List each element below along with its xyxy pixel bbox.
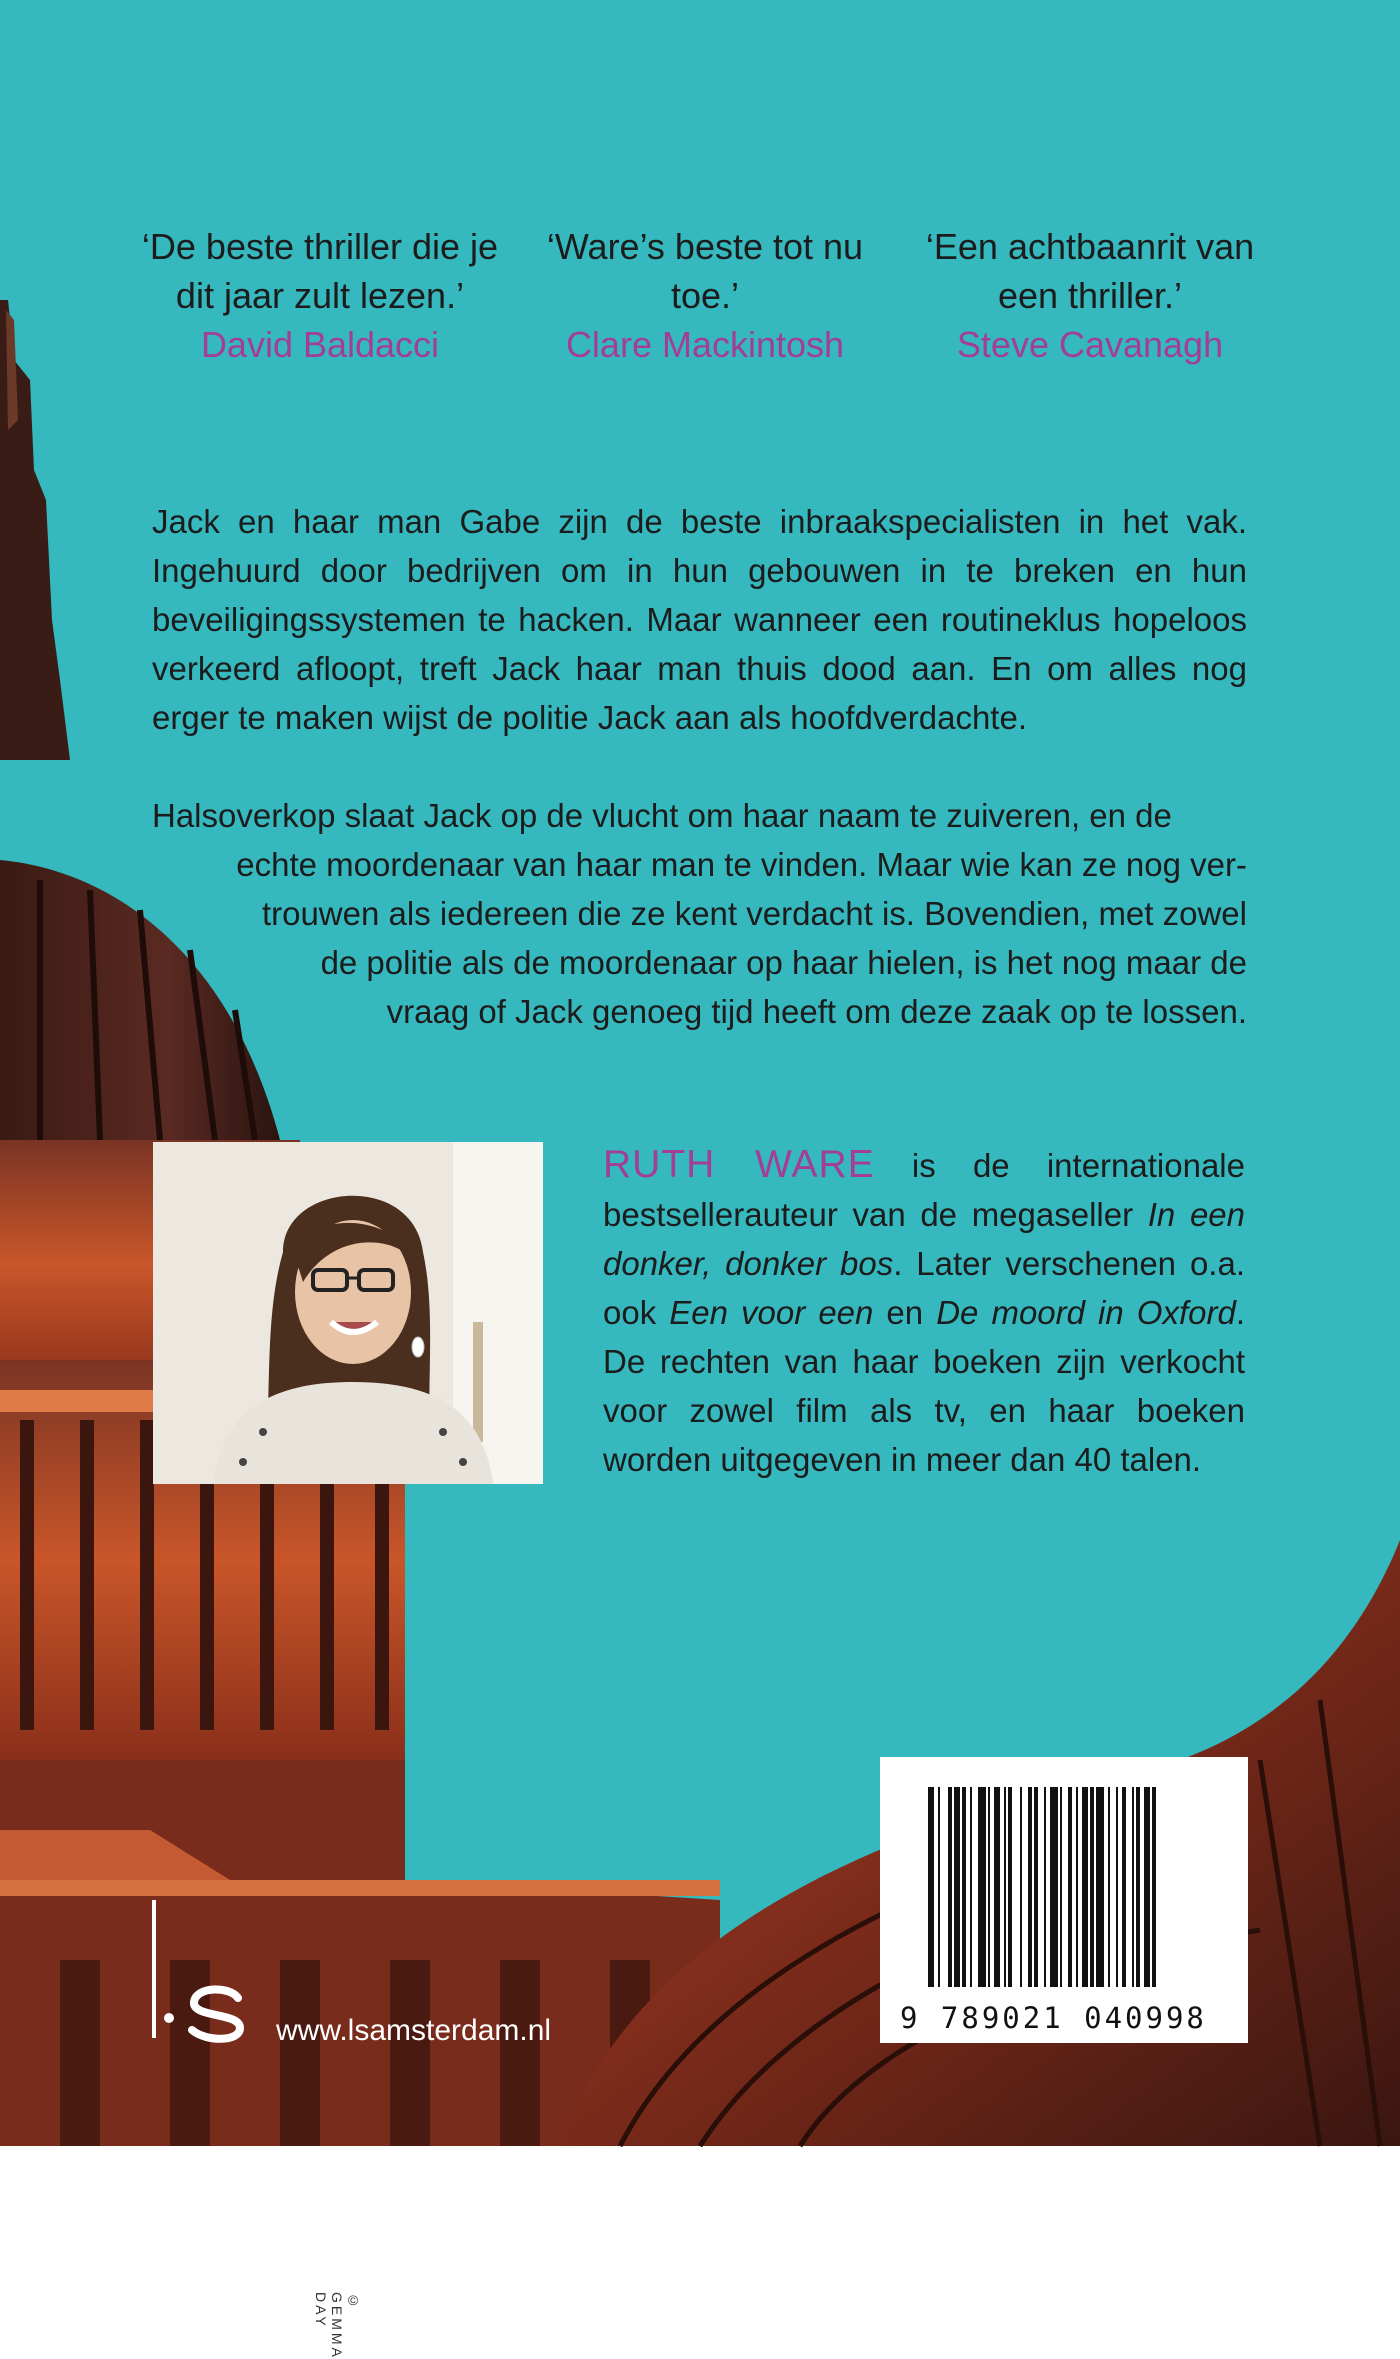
publisher-logo: [150, 1900, 255, 2040]
book-title: In een donker, donker bos: [603, 1196, 1246, 1282]
quote-1: [140, 222, 500, 369]
barcode-bar: [1096, 1787, 1104, 1987]
blurb-paragraph-2: [152, 791, 1247, 1036]
barcode-bar: [938, 1787, 940, 1987]
barcode-bar: [1116, 1787, 1118, 1987]
quotes: [140, 222, 1270, 369]
barcode-bar: [1132, 1787, 1134, 1987]
barcode-bar: [1020, 1787, 1022, 1987]
barcode-bar: [1060, 1787, 1062, 1987]
barcode-bar: [928, 1787, 934, 1987]
barcode-bar: [962, 1787, 966, 1987]
barcode-bar: [978, 1787, 986, 1987]
quote-text: ‘Ware’s beste tot nu toe.’: [546, 226, 864, 316]
barcode-bar: [948, 1787, 952, 1987]
barcode-bar: [1004, 1787, 1006, 1987]
barcode-bar: [1152, 1787, 1156, 1987]
blurb-line: trouwen als iedereen die ze kent verdacht is. Bovendien, met zowel: [261, 895, 1247, 932]
book-title: Een voor een: [669, 1294, 874, 1331]
bio-text: en: [873, 1294, 937, 1331]
isbn-barcode: [880, 1757, 1248, 2043]
barcode-bar: [1108, 1787, 1110, 1987]
barcode-bar: [994, 1787, 1000, 1987]
barcode-bar: [1136, 1787, 1140, 1987]
barcode-bar: [1028, 1787, 1032, 1987]
publisher-url[interactable]: www.lsamsterdam.nl: [276, 2014, 552, 2047]
bio-text: . De rechten van haar boeken zijn verkocht voor zowel film als tv, en haar boeken worden uitgegeven in meer dan 40 talen.: [603, 1294, 1245, 1478]
barcode-bar: [1076, 1787, 1078, 1987]
barcode-bar: [954, 1787, 960, 1987]
quote-3: [910, 222, 1270, 369]
author-name: RUTH WARE: [603, 1143, 875, 1186]
author-bio: [603, 1140, 1245, 1484]
book-title: De moord in Oxford: [936, 1294, 1236, 1331]
quote-text: ‘Een achtbaanrit van een thriller.’: [925, 226, 1255, 316]
barcode-bar: [1044, 1787, 1046, 1987]
barcode-bar: [1068, 1787, 1072, 1987]
barcode-bar: [1082, 1787, 1088, 1987]
quote-2: [525, 222, 885, 369]
photo-credit: © GEMMA DAY: [313, 2292, 361, 2359]
quote-author: Steve Cavanagh: [956, 324, 1224, 365]
barcode-bar: [1090, 1787, 1094, 1987]
quote-author: Clare Mackintosh: [565, 324, 845, 365]
isbn-number: 9 789021 040998: [900, 2001, 1207, 2035]
blurb-line: de politie als de moordenaar op haar hielen, is het nog maar de: [320, 944, 1247, 981]
barcode-bar: [970, 1787, 972, 1987]
quote-author: David Baldacci: [200, 324, 440, 365]
barcode-bar: [1034, 1787, 1038, 1987]
barcode-bar: [1008, 1787, 1012, 1987]
blurb-paragraph-1: Jack en haar man Gabe zijn de beste inbraakspecialisten in het vak. Ingehuurd door bedrijven om in hun gebouwen in te breken en hun beveiligingssystemen te hacken. Maar wanneer een routineklus hopeloos verkeerd afloopt, treft Jack haar man thuis dood aan. En om alles nog erger te maken wijst de politie Jack aan als hoofdverdachte.: [152, 503, 1247, 736]
barcode-bar: [1144, 1787, 1150, 1987]
blurb-line: echte moordenaar van haar man te vinden. Maar wie kan ze nog ver-: [236, 846, 1247, 883]
quote-text: ‘De beste thriller die je dit jaar zult lezen.’: [141, 226, 499, 316]
barcode-bar: [1122, 1787, 1126, 1987]
barcode-bar: [1050, 1787, 1058, 1987]
blurb-line: Halsoverkop slaat Jack op de vlucht om haar naam te zuiveren, en de: [152, 797, 1172, 834]
bio-text: is de internationale bestsellerauteur van de megaseller: [603, 1147, 1245, 1233]
bio-text: . Later verschenen o.a. ook: [603, 1245, 1245, 1331]
barcode-bar: [988, 1787, 990, 1987]
blurb-line: vraag of Jack genoeg tijd heeft om deze zaak op te lossen.: [386, 993, 1247, 1030]
